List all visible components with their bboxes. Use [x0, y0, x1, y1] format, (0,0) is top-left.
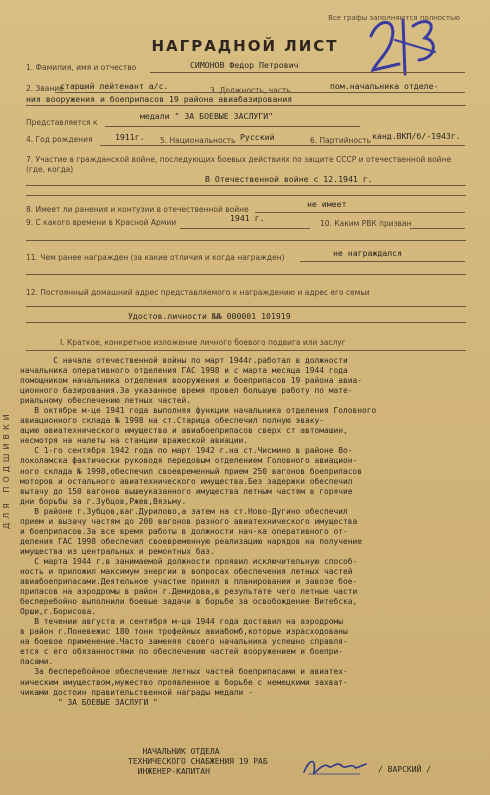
id-document-line: Удостов.личности №№ 000001 101919: [128, 311, 291, 321]
field-6-label: 6. Партийность: [310, 136, 372, 145]
body-line: бесперебойно выполнили боевые задачи в борьбе за освобождение Витебска,: [20, 597, 358, 607]
body-line: " ЗА БОЕВЫЕ ЗАСЛУГИ ": [20, 697, 158, 707]
body-line: С марта 1944 г.в занимаемой должности проявил исключительную способ-: [20, 556, 358, 566]
body-line: имущества из центральных и ремонтных баз.: [20, 546, 215, 556]
rule-line: [410, 228, 465, 229]
body-line: прием и вызачу частям до 200 вагонов разного авиатехнического имущества: [20, 516, 358, 526]
body-line: вытачу до 150 вагонов вышеуказанного имущества летным частям в горячие: [20, 486, 353, 496]
rule-line: [26, 185, 466, 186]
field-11-value: не награждался: [333, 248, 403, 258]
rule-line: [255, 212, 465, 213]
rule-line: [26, 274, 466, 275]
body-line: ется с его обязанностями по обеспечению частей вооружением и боепри-: [20, 647, 344, 657]
field-3-value-b: ния вооружения и боеприпасов 19 района авиабазирования: [26, 94, 293, 104]
body-line: За бесперебойное обеспечение летных частей боеприпасами и авиатех-: [20, 667, 348, 677]
rule-line: [100, 145, 465, 146]
represented-value: медали " ЗА БОЕВЫЕ ЗАСЛУГИ": [140, 111, 274, 121]
field-9-label: 9. С какого времени в Красной Армии: [26, 218, 177, 227]
rule-line: [150, 72, 465, 73]
represented-label: Представляется к: [26, 118, 98, 127]
body-line: В районе г.Зубцов,ваг.Дурилово,а затем на ст.Ново-Дугино обеспечил: [20, 506, 348, 516]
field-12-label: 12. Постоянный домашний адрес представляемого к награждению и адрес его семьи: [26, 288, 370, 297]
body-line: авиабоеприпасами.Деятельное участие принял в планировании и завозе бое-: [20, 577, 358, 587]
field-6-value: канд.ВКП/б/-1943г.: [372, 131, 461, 141]
rule-line: [26, 105, 466, 106]
rule-line: [55, 92, 465, 93]
rule-line: [105, 126, 360, 127]
rule-line: [180, 228, 310, 229]
field-3-value-a: пом.начальника отделе-: [330, 81, 439, 91]
body-line: ническим имуществом,мужество проявленное в борьбе с немецкими захват-: [20, 677, 348, 687]
body-line: ционного базирования.За указанное время провел большую работу по мате-: [20, 386, 353, 396]
signature-title-line-2: ТЕХНИЧЕСКОГО СНАБЖЕНИЯ 19 РАБ: [128, 757, 268, 766]
body-line: чиками достоин правительственной награды медали -: [20, 687, 253, 697]
body-line: несмотря на налеты на станции вражеской авиации.: [20, 436, 249, 446]
field-2-value: старший лейтенант а/с.: [60, 81, 169, 91]
merit-description: [20, 356, 475, 708]
field-3-label: 3. Должность, часть: [210, 86, 291, 95]
body-line: в район г.Поневежис 180 тонн трофейных авиабомб,которые израсходованы: [20, 627, 348, 637]
field-7-value: В Отечественной войне с 12.1941 г.: [205, 174, 373, 184]
section-title: I. Краткое, конкретное изложение личного боевого подвига или заслуг: [60, 338, 346, 347]
body-line: и боеприпасов.За все время работы в должности нач-ка оперативного от-: [20, 526, 348, 536]
field-8-value: не имеет: [307, 199, 347, 209]
field-1-value: СИМОНОВ Федор Петрович: [190, 60, 299, 70]
body-line: В октябре м-це 1941 года выполняя функции начальника отделения Головного: [20, 406, 377, 416]
body-line: ацию авиатехнического имущества и авиабоеприпасов сверх ст автомашин,: [20, 426, 348, 436]
field-8-label: 8. Имеет ли ранения и контузии в отечественной войне: [26, 205, 249, 214]
signature-title-line-3: ИНЖЕНЕР-КАПИТАН: [128, 767, 210, 776]
body-line: ность и приложил максимум энергии в вопросах обеспечения летных частей: [20, 566, 353, 576]
corner-note: Все графы заполняются полностью: [328, 14, 460, 22]
body-line: локоламска фактически руководя передовым отделением Головного авиацион-: [20, 456, 358, 466]
body-line: авиационного склада № 1998 на ст.Старица обеспечил полную эваку-: [20, 416, 325, 426]
body-line: Орши,г.Борисова.: [20, 607, 97, 617]
rule-line: [26, 350, 466, 351]
field-10-label: 10. Каким РВК призван: [320, 219, 412, 228]
body-line: деления ГАС 1998 обеспечил своевременную реализацию нарядов на получение: [20, 536, 363, 546]
body-line: В течении августа и сентября м-ца 1944 года доставил на аэродромы: [20, 617, 344, 627]
rule-line: [26, 306, 466, 307]
body-line: помощником начальника отделения вооружения и боеприпасов 19 района авиа-: [20, 376, 363, 386]
body-line: припасов на аэродромы в район г.Демидова,в результате чего летные части: [20, 587, 358, 597]
field-5-value: Русский: [240, 132, 275, 142]
field-9-value: 1941 г.: [230, 213, 265, 223]
field-5-label: 5. Национальность: [160, 136, 236, 145]
body-line: риальному обеспечению летных частей.: [20, 396, 192, 406]
rule-line: [300, 261, 465, 262]
field-4-label: 4. Год рождения: [26, 135, 93, 144]
field-1-label: 1. Фамилия, имя и отчество: [26, 63, 137, 72]
signatory-name: / ВАРСКИЙ /: [378, 765, 431, 774]
document-title: НАГРАДНОЙ ЛИСТ: [151, 37, 339, 55]
body-line: С начала отечественной войны по март 1944г.работал в должности: [20, 356, 348, 365]
handwritten-signature: [300, 752, 370, 782]
binding-margin-label: ДЛЯ ПОДШИВКИ: [2, 410, 11, 530]
body-line: дни борьбы за г.Зубцов,Ржев,Вязьму.: [20, 496, 187, 506]
signature-title-line-1: НАЧАЛЬНИК ОТДЕЛА: [128, 747, 220, 756]
body-line: моторов и остального авиатехнического имущества.Без задержки обеспечил: [20, 476, 353, 486]
rule-line: [26, 240, 466, 241]
body-line: ного склада № 1998,обеспечил своевременный прием 250 вагонов боеприпасов: [20, 466, 363, 476]
field-11-label: 11. Чем ранее награжден (за какие отличия и когда награжден): [26, 253, 285, 262]
field-2-label: 2. Звание: [26, 84, 64, 93]
field-4-value: 1911г.: [115, 132, 145, 142]
body-line: на боевое применение.Часто заменяя своего начальника успешно справля-: [20, 637, 348, 647]
rule-line: [26, 195, 466, 196]
body-line: С 1-го сентября 1942 года по март 1942 г.на ст.Чисмино в районе Во-: [20, 446, 353, 456]
field-7-label: 7. Участие в гражданской войне, последующих боевых действиях по защите СССР и отечественной войне (где, когда): [26, 155, 452, 174]
rule-line: [26, 322, 466, 323]
body-line: пасами.: [20, 657, 54, 667]
body-line: начальника оперативного отделения ГАС 1998 и с марта месяца 1944 года: [20, 366, 348, 376]
